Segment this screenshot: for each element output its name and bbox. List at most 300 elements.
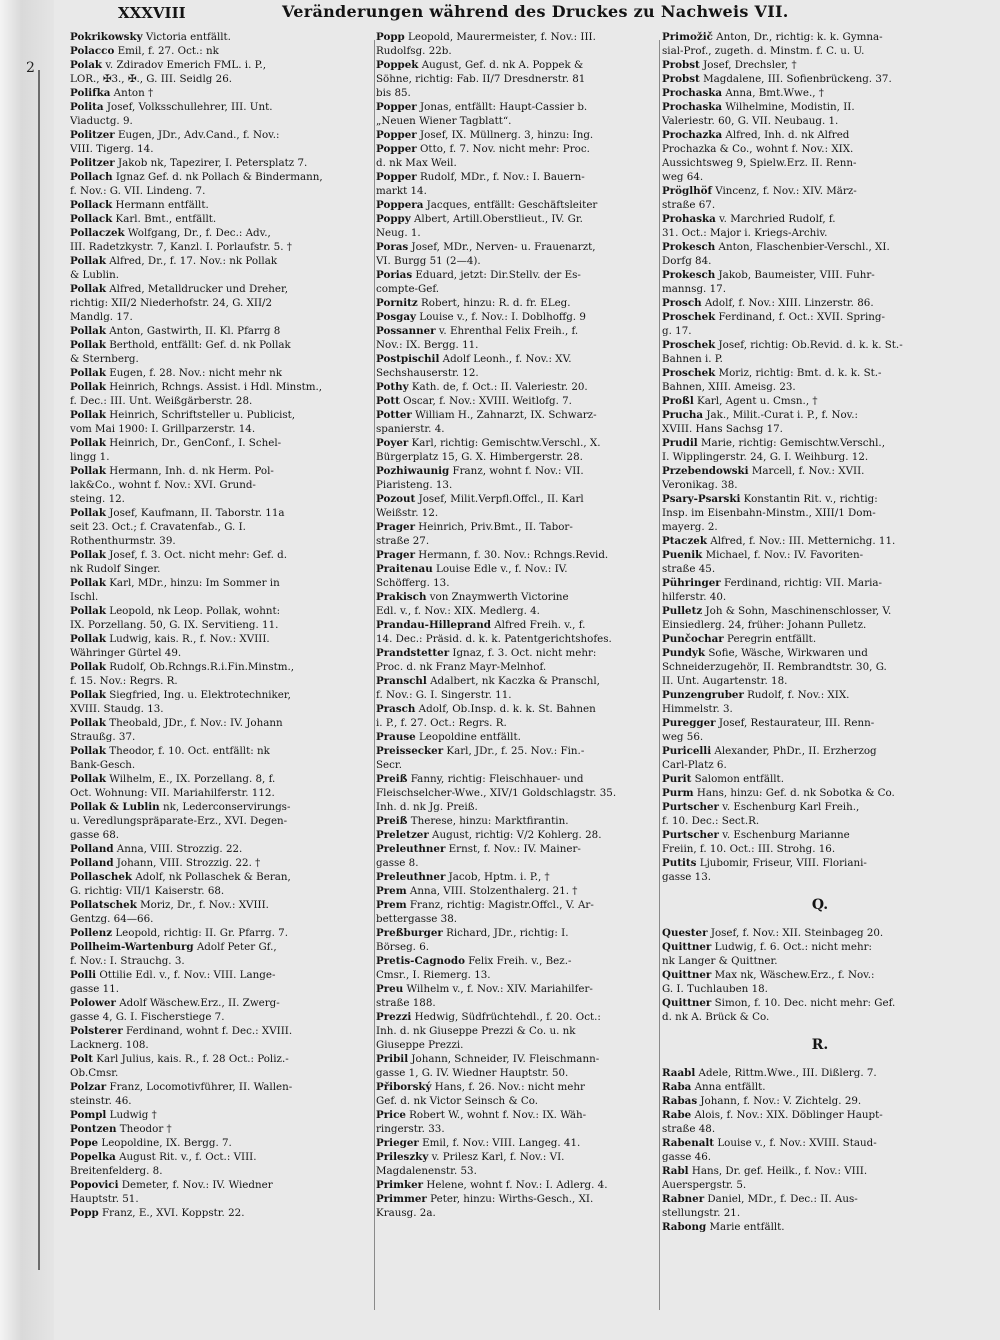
entry-text: mayerg. 2. bbox=[662, 521, 718, 533]
entry-name: Rabl bbox=[662, 1165, 689, 1177]
entry-name: Polower bbox=[70, 997, 116, 1009]
entry-text: gasse 68. bbox=[70, 829, 120, 841]
entry-line bbox=[376, 1206, 658, 1220]
entry-text: f. Dec.: III. Unt. Weißgärberstr. 28. bbox=[70, 395, 253, 407]
entry-text: Oscar, f. Nov.: XVIII. Weitlofg. 7. bbox=[399, 395, 572, 407]
entry-text: II. Unt. Augartenstr. 18. bbox=[662, 675, 788, 687]
entry-name: Preleuthner bbox=[376, 843, 446, 855]
entry-line bbox=[70, 30, 378, 44]
entry-text: Theodor, f. 10. Oct. entfällt: nk bbox=[105, 745, 270, 757]
entry-name: Pollak bbox=[70, 325, 106, 337]
entry-name: Pollack bbox=[70, 213, 113, 225]
entry-text: Fleischselcher-Wwe., XIV/1 Goldschlagstr. 35. bbox=[376, 787, 617, 799]
entry-name: Polland bbox=[70, 843, 114, 855]
entry-line bbox=[662, 646, 978, 660]
entry-line bbox=[662, 282, 978, 296]
entry-text: Marcell, f. Nov.: XVII. bbox=[748, 465, 865, 477]
entry-name: Proschek bbox=[662, 311, 716, 323]
entry-line bbox=[376, 1052, 658, 1066]
entry-text: nk Rudolf Singer. bbox=[70, 563, 161, 575]
entry-text: Marie, richtig: Gemischtw.Verschl., bbox=[697, 437, 885, 449]
entry-line bbox=[70, 996, 378, 1010]
entry-name: Prause bbox=[376, 731, 416, 743]
entry-line bbox=[376, 408, 658, 422]
entry-line bbox=[70, 44, 378, 58]
entry-text: Anna, Bmt.Wwe., † bbox=[722, 87, 824, 99]
entry-text: Konstantin Rit. v., richtig: bbox=[740, 493, 878, 505]
entry-line bbox=[70, 590, 378, 604]
entry-text: Wolfgang, Dr., f. Dec.: Adv., bbox=[124, 227, 271, 239]
entry-line bbox=[662, 786, 978, 800]
entry-line bbox=[662, 730, 978, 744]
entry-line bbox=[376, 184, 658, 198]
entry-text: Weißstr. 12. bbox=[376, 507, 439, 519]
entry-line bbox=[376, 632, 658, 646]
entry-text: seit 23. Oct.; f. Cravatenfab., G. I. bbox=[70, 521, 246, 533]
entry-line bbox=[376, 58, 658, 72]
entry-text: Rudolf, f. Nov.: XIX. bbox=[743, 689, 850, 701]
entry-name: Ptaczek bbox=[662, 535, 707, 547]
entry-name: Probst bbox=[662, 73, 700, 85]
entry-line bbox=[376, 380, 658, 394]
entry-line bbox=[70, 226, 378, 240]
entry-line bbox=[376, 464, 658, 478]
entry-line bbox=[376, 688, 658, 702]
entry-line bbox=[662, 212, 978, 226]
entry-text: i. P., f. 27. Oct.: Regrs. R. bbox=[376, 717, 507, 729]
entry-name: Polsterer bbox=[70, 1025, 123, 1037]
entry-text: Straußg. 37. bbox=[70, 731, 136, 743]
entry-text: Carl-Platz 6. bbox=[662, 759, 727, 771]
entry-text: Marie entfällt. bbox=[706, 1221, 785, 1233]
entry-line bbox=[376, 44, 658, 58]
entry-line bbox=[70, 478, 378, 492]
entry-line bbox=[662, 744, 978, 758]
margin-number: 2 bbox=[26, 60, 35, 76]
entry-line bbox=[376, 520, 658, 534]
entry-line bbox=[376, 1192, 658, 1206]
entry-line bbox=[662, 968, 978, 982]
entry-name: Quester bbox=[662, 927, 708, 939]
entry-name: Quittner bbox=[662, 969, 712, 981]
entry-line bbox=[376, 926, 658, 940]
entry-line bbox=[376, 870, 658, 884]
entry-line bbox=[662, 1150, 978, 1164]
entry-text: gasse 46. bbox=[662, 1151, 712, 1163]
entry-text: Ferdinand, f. Oct.: XVII. Spring- bbox=[715, 311, 885, 323]
entry-name: Pollak bbox=[70, 549, 106, 561]
entry-line bbox=[662, 1094, 978, 1108]
entry-text: Demeter, f. Nov.: IV. Wiedner bbox=[118, 1179, 273, 1191]
entry-name: Prezzi bbox=[376, 1011, 412, 1023]
entry-line bbox=[376, 1178, 658, 1192]
entry-name: Pollak bbox=[70, 367, 106, 379]
entry-text: lingg 1. bbox=[70, 451, 110, 463]
entry-name: Prokesch bbox=[662, 241, 716, 253]
entry-line bbox=[376, 240, 658, 254]
entry-text: Victoria entfällt. bbox=[142, 31, 231, 43]
entry-text: Eugen, f. 28. Nov.: nicht mehr nk bbox=[105, 367, 283, 379]
section-letter: Q. bbox=[811, 897, 829, 913]
entry-text: Hans, hinzu: Gef. d. nk Sobotka & Co. bbox=[693, 787, 895, 799]
entry-text: Josef, f. 3. Oct. nicht mehr: Gef. d. bbox=[105, 549, 287, 561]
entry-text: Oct. Wohnung: VII. Mariahilferstr. 112. bbox=[70, 787, 275, 799]
entry-text: XVIII. Hans Sachsg 17. bbox=[662, 423, 783, 435]
entry-line bbox=[70, 254, 378, 268]
entry-line bbox=[662, 114, 978, 128]
entry-line bbox=[376, 1164, 658, 1178]
entry-text: Joh & Sohn, Maschinenschlosser, V. bbox=[702, 605, 892, 617]
entry-line bbox=[662, 884, 978, 898]
entry-text: Hermann entfällt. bbox=[112, 199, 209, 211]
entry-line bbox=[70, 142, 378, 156]
entry-name: Rabner bbox=[662, 1193, 705, 1205]
entry-text: Leopold, richtig: II. Gr. Pfarrg. 7. bbox=[112, 927, 288, 939]
entry-line bbox=[662, 450, 978, 464]
entry-line bbox=[70, 436, 378, 450]
entry-text: Sofie, Wäsche, Wirkwaren und bbox=[705, 647, 868, 659]
entry-name: Possanner bbox=[376, 325, 436, 337]
entry-name: Prileszky bbox=[376, 1151, 429, 1163]
entry-text: Prochazka & Co., wohnt f. Nov.: XIX. bbox=[662, 143, 854, 155]
entry-name: Posgay bbox=[376, 311, 416, 323]
entry-text: f. Nov.: I. Strauchg. 3. bbox=[70, 955, 185, 967]
entry-name: Rabenalt bbox=[662, 1137, 715, 1149]
entry-name: Prager bbox=[376, 549, 416, 561]
entry-line bbox=[70, 492, 378, 506]
entry-text: Ferdinand, wohnt f. Dec.: XVIII. bbox=[122, 1025, 293, 1037]
entry-text: Ottilie Edl. v., f. Nov.: VIII. Lange- bbox=[96, 969, 276, 981]
entry-line bbox=[70, 730, 378, 744]
entry-text: Währinger Gürtel 49. bbox=[70, 647, 182, 659]
entry-text: d. nk A. Brück & Co. bbox=[662, 1011, 770, 1023]
entry-text: Leopold, Maurermeister, f. Nov.: III. bbox=[404, 31, 596, 43]
entry-name: Pollach bbox=[70, 171, 113, 183]
entry-text: Bank-Gesch. bbox=[70, 759, 136, 771]
entry-name: Pollak bbox=[70, 773, 106, 785]
entry-text: Johann, Schneider, IV. Fleischmann- bbox=[408, 1053, 600, 1065]
entry-line bbox=[376, 436, 658, 450]
entry-line bbox=[70, 786, 378, 800]
entry-line bbox=[376, 996, 658, 1010]
entry-text: Secr. bbox=[376, 759, 402, 771]
entry-name: Pollack bbox=[70, 199, 113, 211]
entry-text: Kath. de, f. Oct.: II. Valeriestr. 20. bbox=[408, 381, 588, 393]
entry-line bbox=[376, 1150, 658, 1164]
entry-line bbox=[70, 394, 378, 408]
entry-line bbox=[376, 1108, 658, 1122]
entry-line bbox=[70, 688, 378, 702]
entry-line bbox=[376, 310, 658, 324]
entry-name: Prucha bbox=[662, 409, 704, 421]
entry-line bbox=[70, 1108, 378, 1122]
entry-name: Pollheim-Wartenburg bbox=[70, 941, 194, 953]
entry-line bbox=[376, 968, 658, 982]
entry-text: Karl, richtig: Gemischtw.Verschl., X. bbox=[408, 437, 601, 449]
entry-text: Jakob, Baumeister, VIII. Fuhr- bbox=[715, 269, 875, 281]
entry-name: Polli bbox=[70, 969, 97, 981]
entry-text: Johann, VIII. Strozzig. 22. † bbox=[113, 857, 261, 869]
entry-line bbox=[376, 1038, 658, 1052]
entry-line bbox=[662, 632, 978, 646]
entry-line bbox=[376, 422, 658, 436]
entry-line bbox=[70, 296, 378, 310]
entry-text: Michael, f. Nov.: IV. Favoriten- bbox=[702, 549, 864, 561]
entry-line bbox=[662, 926, 978, 940]
entry-line bbox=[70, 772, 378, 786]
entry-text: Peregrin entfällt. bbox=[723, 633, 817, 645]
entry-line bbox=[662, 660, 978, 674]
entry-text: Josef, Restaurateur, III. Renn- bbox=[715, 717, 875, 729]
entry-name: Psary-Psarski bbox=[662, 493, 741, 505]
entry-text: Leopold, nk Leop. Pollak, wohnt: bbox=[105, 605, 281, 617]
entry-text: Veronikag. 38. bbox=[662, 479, 738, 491]
entry-text: Cmsr., I. Riemerg. 13. bbox=[376, 969, 491, 981]
entry-line bbox=[662, 156, 978, 170]
entry-text: Josef, f. Nov.: XII. Steinbageg 20. bbox=[707, 927, 884, 939]
entry-text: compte-Gef. bbox=[376, 283, 440, 295]
entry-line bbox=[70, 72, 378, 86]
entry-text: Ferdinand, richtig: VII. Maria- bbox=[720, 577, 883, 589]
entry-line bbox=[70, 646, 378, 660]
entry-text: I. Wipplingerstr. 24, G. I. Weihburg. 12. bbox=[662, 451, 869, 463]
entry-name: Proschek bbox=[662, 367, 716, 379]
entry-line bbox=[70, 702, 378, 716]
entry-name: Pollak bbox=[70, 409, 106, 421]
entry-line bbox=[376, 30, 658, 44]
entry-line bbox=[662, 954, 978, 968]
entry-line bbox=[662, 716, 978, 730]
entry-line bbox=[662, 226, 978, 240]
entry-line bbox=[662, 548, 978, 562]
entry-text: Anna, VIII. Strozzig. 22. bbox=[113, 843, 243, 855]
entry-text: Jak., Milit.-Curat i. P., f. Nov.: bbox=[703, 409, 859, 421]
entry-text: & Lublin. bbox=[70, 269, 119, 281]
entry-name: Pröglhöf bbox=[662, 185, 712, 197]
entry-text: Karl, Agent u. Cmsn., † bbox=[693, 395, 818, 407]
entry-name: Prager bbox=[376, 521, 416, 533]
entry-text: Rothenthurmstr. 39. bbox=[70, 535, 176, 547]
entry-line bbox=[376, 884, 658, 898]
entry-text: Himmelstr. 3. bbox=[662, 703, 733, 715]
entry-text: Albert, Artill.Oberstlieut., IV. Gr. bbox=[410, 213, 583, 225]
entry-line bbox=[662, 254, 978, 268]
entry-text: bettergasse 38. bbox=[376, 913, 458, 925]
entry-line bbox=[70, 562, 378, 576]
entry-line bbox=[376, 576, 658, 590]
entry-line bbox=[662, 674, 978, 688]
entry-line bbox=[70, 1164, 378, 1178]
entry-text: Rudolf, Ob.Rchngs.R.i.Fin.Minstm., bbox=[105, 661, 295, 673]
entry-line bbox=[70, 982, 378, 996]
entry-line bbox=[70, 1122, 378, 1136]
entry-name: Pontzen bbox=[70, 1123, 117, 1135]
entry-line bbox=[70, 352, 378, 366]
entry-text: Jonas, entfällt: Haupt-Cassier b. bbox=[416, 101, 588, 113]
entry-text: Giuseppe Prezzi. bbox=[376, 1039, 464, 1051]
entry-text: Richard, JDr., richtig: I. bbox=[442, 927, 569, 939]
entry-name: Pollatschek bbox=[70, 899, 137, 911]
entry-line bbox=[376, 618, 658, 632]
entry-line bbox=[376, 1024, 658, 1038]
entry-text: Robert, hinzu: R. d. fr. ELeg. bbox=[417, 297, 571, 309]
entry-name: Quittner bbox=[662, 941, 712, 953]
entry-name: Rabong bbox=[662, 1221, 707, 1233]
entry-text: Alois, f. Nov.: XIX. Döblinger Haupt- bbox=[691, 1109, 883, 1121]
entry-line bbox=[662, 436, 978, 450]
entry-line bbox=[70, 604, 378, 618]
entry-name: Pothy bbox=[376, 381, 409, 393]
entry-text: gasse 11. bbox=[70, 983, 120, 995]
binding-rule bbox=[38, 70, 40, 1270]
entry-name: Pozhiwaunig bbox=[376, 465, 450, 477]
entry-line bbox=[70, 520, 378, 534]
entry-line bbox=[70, 408, 378, 422]
entry-line bbox=[70, 1010, 378, 1024]
entry-line bbox=[662, 912, 978, 926]
entry-text: Hermann, Inh. d. nk Herm. Pol- bbox=[105, 465, 274, 477]
entry-text: Nov.: IX. Bergg. 11. bbox=[376, 339, 479, 351]
entry-line bbox=[70, 1066, 378, 1080]
entry-line bbox=[376, 1136, 658, 1150]
entry-name: Prem bbox=[376, 885, 407, 897]
entry-text: 31. Oct.: Major i. Kriegs-Archiv. bbox=[662, 227, 828, 239]
entry-name: Prochaska bbox=[662, 101, 723, 113]
entry-text: Ischl. bbox=[70, 591, 99, 603]
entry-name: Pornitz bbox=[376, 297, 418, 309]
entry-line bbox=[662, 464, 978, 478]
entry-text: Otto, f. 7. Nov. nicht mehr: Proc. bbox=[416, 143, 590, 155]
entry-line bbox=[376, 646, 658, 660]
entry-text: Theobald, JDr., f. Nov.: IV. Johann bbox=[105, 717, 283, 729]
entry-name: Polt bbox=[70, 1053, 94, 1065]
entry-text: v. Zdiradov Emerich FML. i. P., bbox=[102, 59, 267, 71]
entry-text: Peter, hinzu: Wirths-Gesch., XI. bbox=[426, 1193, 594, 1205]
entry-line bbox=[70, 128, 378, 142]
entry-text: v. Ehrenthal Felix Freih., f. bbox=[435, 325, 579, 337]
entry-line bbox=[376, 828, 658, 842]
entry-text: Helene, wohnt f. Nov.: I. Adlerg. 4. bbox=[423, 1179, 608, 1191]
entry-line bbox=[376, 114, 658, 128]
entry-text: Eduard, jetzt: Dir.Stellv. der Es- bbox=[412, 269, 581, 281]
entry-text: Einsiedlerg. 24, früher: Johann Pulletz. bbox=[662, 619, 867, 631]
entry-line bbox=[376, 954, 658, 968]
entry-text: Viaductg. 9. bbox=[70, 115, 133, 127]
entry-line bbox=[662, 1178, 978, 1192]
entry-text: Josef, IX. Müllnerg. 3, hinzu: Ing. bbox=[416, 129, 594, 141]
entry-text: Simon, f. 10. Dec. nicht mehr: Gef. bbox=[711, 997, 896, 1009]
entry-text: vom Mai 1900: I. Grillparzerstr. 14. bbox=[70, 423, 256, 435]
entry-line bbox=[662, 1108, 978, 1122]
entry-text: Bahnen, XIII. Ameisg. 23. bbox=[662, 381, 796, 393]
entry-line bbox=[376, 982, 658, 996]
entry-text: Karl Julius, kais. R., f. 28 Oct.: Poliz.- bbox=[93, 1053, 289, 1065]
entry-text: Lacknerg. 108. bbox=[70, 1039, 149, 1051]
entry-line bbox=[376, 856, 658, 870]
entry-name: Prochaska bbox=[662, 87, 723, 99]
entry-text: Franz, wohnt f. Nov.: VII. bbox=[449, 465, 584, 477]
entry-name: Popper bbox=[376, 171, 417, 183]
entry-text: Dorfg 84. bbox=[662, 255, 712, 267]
entry-name: Popper bbox=[376, 101, 417, 113]
entry-text: Inh. d. nk Jg. Preiß. bbox=[376, 801, 478, 813]
page-title: Veränderungen während des Druckes zu Nachweis VII. bbox=[282, 2, 789, 21]
entry-text: lak&Co., wohnt f. Nov.: XVI. Grund- bbox=[70, 479, 256, 491]
entry-text: Anna entfällt. bbox=[691, 1081, 766, 1093]
entry-line bbox=[70, 1038, 378, 1052]
entry-name: Primožič bbox=[662, 31, 713, 43]
entry-text: Hermann, f. 30. Nov.: Rchngs.Revid. bbox=[415, 549, 609, 561]
entry-name: Poppy bbox=[376, 213, 411, 225]
entry-line bbox=[70, 814, 378, 828]
entry-line bbox=[376, 772, 658, 786]
entry-text: spanierstr. 4. bbox=[376, 423, 445, 435]
entry-name: Preleuthner bbox=[376, 871, 446, 883]
entry-text: Ludwig, f. 6. Oct.: nicht mehr: bbox=[711, 941, 872, 953]
entry-line bbox=[662, 128, 978, 142]
entry-text: Karl, MDr., hinzu: Im Sommer in bbox=[105, 577, 280, 589]
entry-line bbox=[70, 716, 378, 730]
entry-line bbox=[662, 996, 978, 1010]
entry-name: Preßburger bbox=[376, 927, 443, 939]
entry-text: von Znaymwerth Victorine bbox=[426, 591, 569, 603]
entry-text: v. Eschenburg Karl Freih., bbox=[718, 801, 860, 813]
entry-name: Pollak bbox=[70, 339, 106, 351]
entry-line bbox=[70, 366, 378, 380]
entry-text: Mandlg. 17. bbox=[70, 311, 133, 323]
entry-line bbox=[376, 142, 658, 156]
entry-text: Jacques, entfällt: Geschäftsleiter bbox=[423, 199, 598, 211]
entry-line bbox=[376, 128, 658, 142]
entry-line bbox=[662, 86, 978, 100]
entry-text: steinstr. 46. bbox=[70, 1095, 132, 1107]
entry-line bbox=[662, 100, 978, 114]
entry-text: Anton, Dr., richtig: k. k. Gymna- bbox=[712, 31, 883, 43]
entry-text: Louise v., f. Nov.: XVIII. Staud- bbox=[714, 1137, 877, 1149]
entry-line bbox=[70, 380, 378, 394]
page-number: XXXVIII bbox=[118, 4, 186, 22]
entry-line bbox=[662, 338, 978, 352]
entry-text: Anton, Flaschenbier-Verschl., XI. bbox=[715, 241, 890, 253]
entry-line bbox=[376, 898, 658, 912]
entry-text: 14. Dec.: Präsid. d. k. k. Patentgerichtshofes. bbox=[376, 633, 612, 645]
entry-text: Robert W., wohnt f. Nov.: IX. Wäh- bbox=[405, 1109, 587, 1121]
entry-name: Potter bbox=[376, 409, 412, 421]
entry-name: Pühringer bbox=[662, 577, 721, 589]
entry-text: Alfred, Inh. d. nk Alfred bbox=[722, 129, 850, 141]
entry-text: Magdalenenstr. 53. bbox=[376, 1165, 477, 1177]
entry-line bbox=[70, 1024, 378, 1038]
entry-name: Politzer bbox=[70, 157, 115, 169]
entry-line bbox=[662, 618, 978, 632]
entry-text: Börseg. 6. bbox=[376, 941, 430, 953]
entry-line bbox=[70, 464, 378, 478]
entry-text: Josef, Volksschullehrer, III. Unt. bbox=[103, 101, 273, 113]
entry-line bbox=[376, 814, 658, 828]
entry-line bbox=[70, 1178, 378, 1192]
entry-text: Theodor † bbox=[116, 1123, 172, 1135]
entry-line bbox=[662, 44, 978, 58]
entry-name: Puregger bbox=[662, 717, 716, 729]
entry-line bbox=[376, 478, 658, 492]
entry-text: Hans, Dr. gef. Heilk., f. Nov.: VIII. bbox=[688, 1165, 868, 1177]
entry-name: Primker bbox=[376, 1179, 424, 1191]
entry-text: G. richtig: VII/1 Kaiserstr. 68. bbox=[70, 885, 225, 897]
entry-text: Vincenz, f. Nov.: XIV. März- bbox=[711, 185, 857, 197]
entry-line bbox=[70, 856, 378, 870]
entry-text: LOR., ✠3., ✠., G. III. Seidlg 26. bbox=[70, 73, 233, 85]
entry-text: straße 188. bbox=[376, 997, 436, 1009]
